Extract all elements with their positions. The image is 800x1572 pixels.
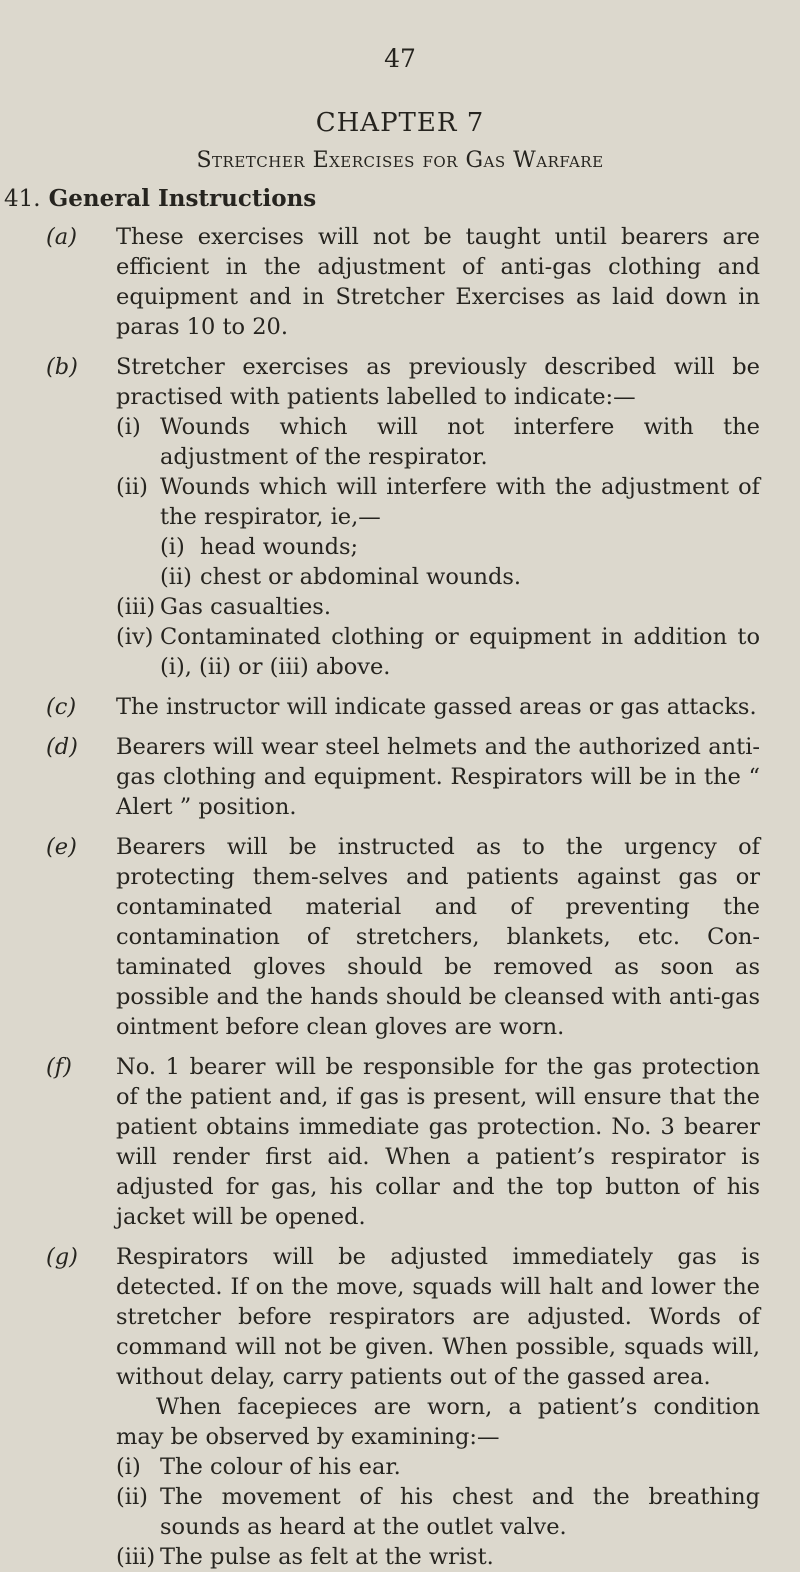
item-label: (f) [46, 1054, 72, 1080]
subitem [0, 1482, 800, 1542]
item-e [0, 832, 800, 1042]
subitem [0, 592, 800, 622]
item-g [0, 1242, 800, 1392]
subitem-text: Wounds which will not interfere with the adjustment of the respirator. [160, 414, 760, 470]
subitem-label: (ii) [116, 474, 148, 500]
subitem-label: (iii) [116, 1544, 156, 1570]
subsubitem [0, 562, 800, 592]
page-number: 47 [384, 44, 416, 73]
subitem-text: Gas casualties. [160, 594, 332, 620]
item-text: The instructor will indicate gassed areas or gas attacks. [116, 694, 757, 720]
subitem [0, 412, 800, 472]
item-d [0, 732, 800, 822]
item-label: (c) [46, 694, 77, 720]
item-g-paragraph: When facepieces are worn, a patient’s condition may be observed by examining:— [116, 1394, 760, 1450]
item-label: (a) [46, 224, 77, 250]
item-text: These exercises will not be taught until bearers are efficient in the adjustment of anti-gas clothing and equipment and in Stretcher Exercises as laid down in paras 10 to 20. [116, 224, 760, 340]
subitem-label: (ii) [116, 1484, 148, 1510]
item-text: Bearers will wear steel helmets and the authorized anti-gas clothing and equipment. Respirators will be in the “ Alert ” position. [116, 734, 760, 820]
subitem [0, 1452, 800, 1482]
item-text: No. 1 bearer will be responsible for the gas protection of the patient and, if gas is present, will ensure that the patient obtains immediate gas protection. No. 3 bearer will render first aid. When a patient’s respirator is adjusted for gas, his collar and the top button of his jacket will be opened. [116, 1054, 760, 1230]
item-label: (g) [46, 1244, 78, 1270]
subitem [0, 1542, 800, 1572]
subitem-label: (i) [160, 534, 185, 560]
section-number: 41. [4, 186, 41, 212]
subitem-text: The movement of his chest and the breathing sounds as heard at the outlet valve. [160, 1484, 760, 1540]
subitem-label: (i) [116, 1454, 141, 1480]
item-b [0, 352, 800, 412]
subsubitem [0, 532, 800, 562]
subitem-text: The pulse as felt at the wrist. [160, 1544, 494, 1570]
subitem [0, 472, 800, 532]
subitem-text: Wounds which will interfere with the adjustment of the respirator, ie,— [160, 474, 760, 530]
subitem-text: head wounds; [200, 534, 359, 560]
section-title: General Instructions [48, 185, 317, 212]
subitem [0, 622, 800, 682]
chapter-title: CHAPTER 7 [315, 108, 485, 138]
subitem-label: (iv) [116, 624, 154, 650]
section-heading [4, 185, 316, 212]
subitem-label: (i) [116, 414, 141, 440]
subitem-label: (iii) [116, 594, 156, 620]
item-f [0, 1052, 800, 1232]
item-text: Respirators will be adjusted immediately gas is detected. If on the move, squads will halt and lower the stretcher before respirators are adjusted. Words of command will not be given. When possible, squads will, without delay, carry patients out of the gassed area. [116, 1244, 760, 1390]
chapter-subtitle: Stretcher Exercises for Gas Warfare [196, 148, 604, 173]
item-text: Stretcher exercises as previously described will be practised with patients labelled to indicate:— [116, 354, 760, 410]
item-label: (d) [46, 734, 78, 760]
item-label: (e) [46, 834, 77, 860]
item-text: Bearers will be instructed as to the urgency of protecting them-selves and patients against gas or contaminated material and of preventing the contamination of stretchers, blankets, etc. Con-taminated gloves should be removed as soon as possible and the hands should be cleansed with anti-gas ointment before clean gloves are worn. [116, 834, 760, 1040]
subitem-text: chest or abdominal wounds. [200, 564, 522, 590]
subitem-text: Contaminated clothing or equipment in addition to (i), (ii) or (iii) above. [160, 624, 760, 680]
item-label: (b) [46, 354, 78, 380]
subitem-text: The colour of his ear. [160, 1454, 401, 1480]
subitem-label: (ii) [160, 564, 192, 590]
instructions-body [0, 222, 800, 1572]
item-c [0, 692, 800, 722]
item-a [0, 222, 800, 342]
